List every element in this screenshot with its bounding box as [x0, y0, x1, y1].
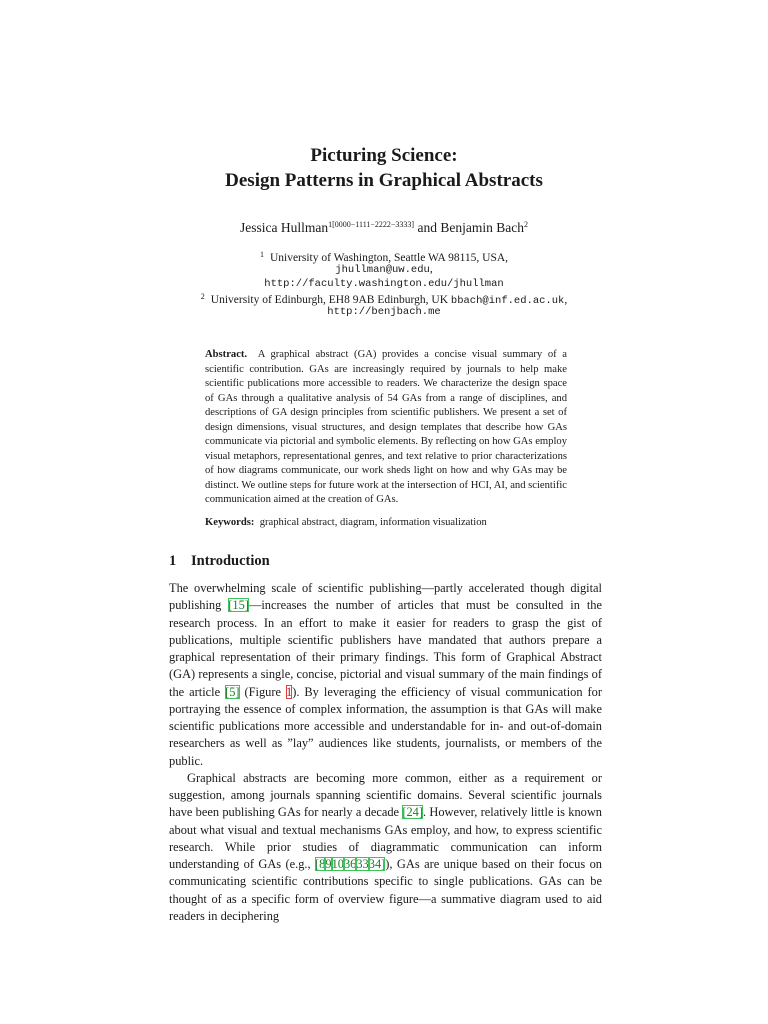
author-2-affiliation: 2 [523, 220, 528, 229]
body-text [169, 580, 602, 925]
affiliation-1-email-comma: , [429, 263, 433, 275]
abstract [205, 348, 567, 508]
paragraph-1-text-b: —increases the number of articles that must be consulted in the research process. In an effort to make it easier for readers to grasp the gist of publications, multiple scientific publishers have mandated that authors prepare a graphical representation of their primary findings. This form of Graphical Abstract (GA) represents a single, concise, pictorial and visual summary of the main findings of the article [169, 598, 602, 699]
author-line [0, 216, 768, 237]
citation-link[interactable]: 34] [368, 857, 386, 871]
keywords [205, 516, 567, 530]
paragraph-1 [169, 580, 602, 770]
keywords-label: Keywords: [205, 517, 255, 528]
affiliation-1-url[interactable]: http://faculty.washington.edu/jhullman [264, 278, 504, 290]
affiliation-2-mark: 2 [200, 292, 205, 301]
paragraph-1-text-a: The overwhelming scale of scientific publishing—partly accelerated though digital publishing [169, 581, 602, 613]
citation-link[interactable]: 10 [331, 857, 344, 871]
affiliation-1-mark: 1 [259, 250, 264, 259]
paragraph-2-text-b: . However, relatively little is known about what visual and textual mechanisms GAs employ, and how, to express scientific research. While prior studies of diagrammatic communication can inform understanding of GAs (e.g., [169, 805, 602, 871]
section-number: 1 [169, 553, 177, 569]
citation-link[interactable]: [5] [225, 684, 240, 699]
affiliation-1-email-line [0, 262, 768, 277]
citation-link[interactable]: [24] [402, 805, 423, 820]
affiliation-1-email[interactable]: jhullman@uw.edu [335, 264, 430, 276]
affiliation-2-email-comma: , [564, 294, 568, 306]
paragraph-2 [169, 770, 602, 925]
citation-link[interactable]: [15] [228, 598, 249, 613]
citation-link[interactable]: 33 [356, 857, 369, 871]
affiliation-1-text: University of Washington, Seattle WA 98115, USA, [269, 252, 509, 264]
paragraph-1-text-c: (Figure [239, 684, 286, 699]
citation-link[interactable]: [8 [315, 857, 326, 871]
affiliation-2-email[interactable]: bbach@inf.ed.ac.uk [450, 295, 565, 307]
keywords-text: graphical abstract, diagram, information visualization [259, 517, 487, 528]
affiliation-2-url[interactable]: http://benjbach.me [327, 306, 441, 318]
author-1-name: Jessica Hullman [240, 220, 329, 235]
paper-title-line-1: Picturing Science: [310, 145, 458, 166]
author-1-affiliation: 1[0000−1111−2222−3333] [328, 220, 415, 229]
affiliation-2-url-line [0, 304, 768, 319]
figure-reference-link[interactable]: 1 [286, 684, 293, 699]
abstract-text: A graphical abstract (GA) provides a concise visual summary of a scientific contribution. GAs are increasingly required by journals to help make scientific publications more accessible to readers. We characterize the design space of GAs through a qualitative analysis of 54 GAs from a range of disciplines, and descriptions of GA design principles from scientific publishers. We present a set of design dimensions, visual structures, and design templates that describe how GAs communicate via pictorial and symbolic elements. By reflecting on how GAs employ visual metaphors, representational genres, and text relative to prior characterizations of how diagrams communicate, our work sheds light on how and why GAs may be distinct. We outline steps for future work at the intersection of HCI, AI, and scientific communication aimed at the creation of GAs. [205, 349, 567, 505]
paper-title-line-2: Design Patterns in Graphical Abstracts [225, 170, 543, 191]
paragraph-2-text-c: ), GAs are unique based on their focus on communicating scientific contributions specific to single publications. GAs can be thought of as a specific form of overview figure—a summative diagram used to aid readers in deciphering [169, 857, 602, 923]
citation-link[interactable]: 9 [325, 857, 332, 871]
affiliation-2-text: University of Edinburgh, EH8 9AB Edinburgh, UK [210, 294, 449, 306]
abstract-label: Abstract. [205, 349, 248, 360]
author-2-name: Benjamin Bach [440, 220, 524, 235]
citation-link[interactable]: 36 [343, 857, 357, 871]
section-heading [169, 551, 270, 571]
section-title: Introduction [191, 553, 270, 569]
author-and: and [417, 220, 437, 235]
paragraph-1-text-d: ). By leveraging the efficiency of visual communication for portraying the essence of complex information, the assumption is that GAs will make scientific publications more accessible and understandable for in- and out-of-domain researchers as well as ”lay” audiences like students, journalists, or members of the public. [169, 684, 602, 768]
affiliation-1-url-line [0, 276, 768, 291]
paragraph-2-text-a: Graphical abstracts are becoming more common, either as a requirement or suggestion, among journals spanning scientific domains. Several scientific journals have been publishing GAs for nearly a decade [169, 770, 602, 820]
